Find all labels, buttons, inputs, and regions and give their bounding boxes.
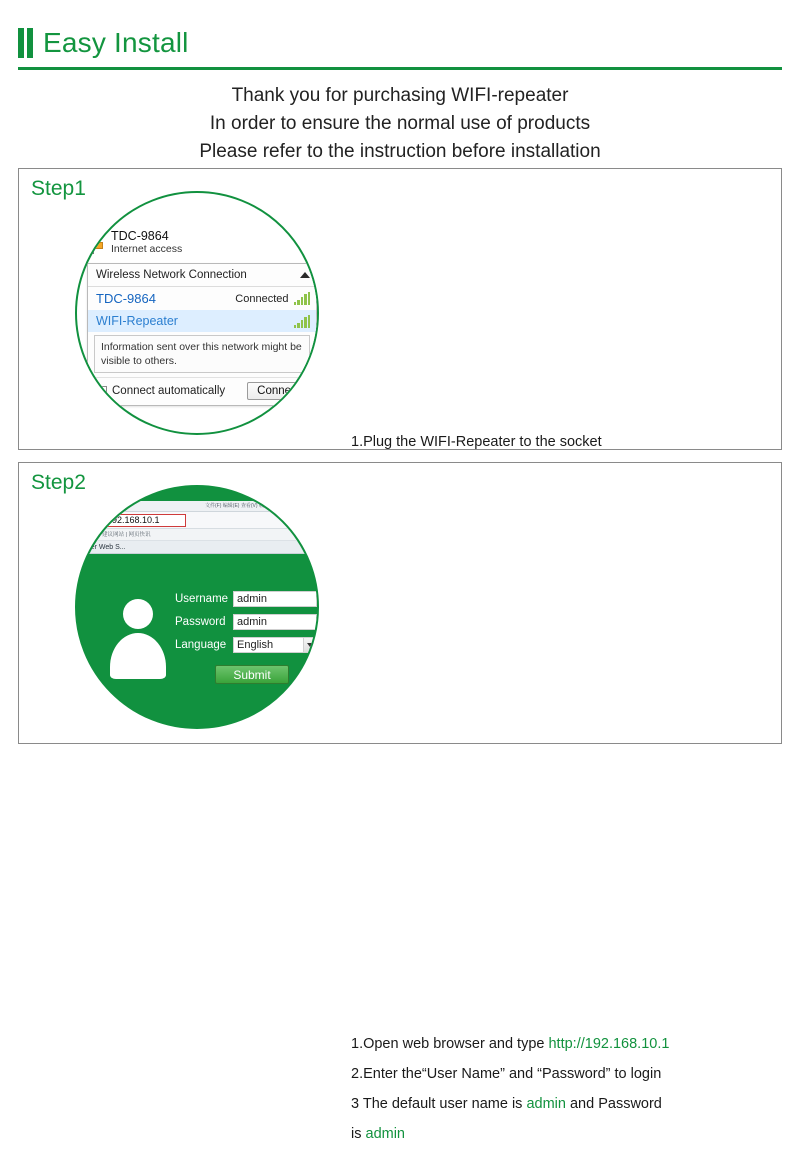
browser-favorites-bar: 收藏夹 | 建议网站 | 网页快讯	[77, 529, 319, 541]
step2-line3-part-b: and Password	[565, 1096, 662, 1112]
network-item-right	[235, 292, 310, 305]
network-item-name: WIFI-Repeater	[96, 314, 178, 328]
submit-button[interactable]: Submit	[215, 665, 289, 684]
step2-line1-part-a: 1.Open web browser and type	[351, 1036, 549, 1052]
step2-instruction-line-1	[351, 1029, 771, 1059]
connect-automatically-label: Connect automatically	[112, 385, 226, 397]
network-list-header[interactable]	[88, 264, 316, 287]
step2-label: Step2	[31, 471, 86, 494]
network-item-selected[interactable]	[88, 310, 316, 332]
language-select[interactable]	[233, 637, 317, 653]
wifi-signal-icon	[294, 315, 311, 328]
step2-illustration	[75, 485, 319, 729]
network-item-name: TDC-9864	[96, 291, 156, 306]
password-input[interactable]: admin	[233, 614, 317, 630]
language-label: Language	[175, 639, 227, 651]
username-row	[175, 591, 317, 607]
network-item-status: Connected	[235, 292, 289, 305]
network-list-panel	[87, 263, 317, 406]
wireless-network-popup	[87, 229, 317, 406]
browser-mock	[77, 501, 319, 554]
step2-instruction-line-4	[351, 1119, 771, 1149]
username-label: Username	[175, 593, 229, 605]
url-text: 192.168.10.1	[107, 515, 160, 525]
checkbox-box-icon	[96, 386, 107, 397]
page-title: Easy Install	[43, 27, 189, 58]
browser-menubar: 文件(F) 编辑(E) 查看(V) 收藏(A) 工具(T) 帮助(H)	[77, 501, 319, 512]
language-select-value: English	[237, 638, 274, 651]
chevron-down-icon[interactable]	[303, 638, 316, 652]
password-row	[175, 614, 317, 630]
connect-button[interactable]: Connect	[247, 382, 310, 400]
avatar	[107, 599, 169, 677]
browser-tab[interactable]: eater Web S...	[77, 541, 319, 554]
title-divider	[18, 67, 782, 70]
step2-panel	[18, 462, 782, 1142]
default-username-value: admin	[526, 1096, 566, 1112]
network-item-right	[294, 315, 311, 328]
flag-icon	[91, 241, 105, 254]
network-list-title: Wireless Network Connection	[96, 269, 247, 281]
chevron-up-icon[interactable]	[300, 272, 310, 278]
intro-block	[0, 82, 800, 166]
network-popup-footer	[88, 377, 316, 405]
router-url-link[interactable]: http://192.168.10.1	[548, 1036, 670, 1052]
url-input[interactable]	[94, 514, 186, 527]
network-security-note: Information sent over this network might be visible to others.	[94, 335, 310, 373]
step1-panel	[18, 168, 782, 450]
lock-icon	[98, 517, 104, 524]
intro-line-3: Please refer to the instruction before installation	[199, 141, 601, 162]
connect-automatically-checkbox[interactable]	[96, 385, 225, 397]
language-row	[175, 637, 317, 653]
intro-line-2: In order to ensure the normal use of products	[209, 113, 591, 134]
step2-line3-part-a: 3 The default user name is	[351, 1096, 527, 1112]
tray-ssid-status: Internet access	[111, 243, 183, 255]
default-password-value: admin	[365, 1126, 405, 1142]
step1-illustration	[75, 191, 319, 435]
title-accent-bars-icon	[18, 28, 33, 58]
step2-line4-part-a: is	[351, 1126, 366, 1142]
step1-label: Step1	[31, 177, 86, 200]
tray-network-summary	[87, 229, 317, 263]
network-item-connected[interactable]	[88, 287, 316, 310]
favorite-star-icon[interactable]	[79, 514, 92, 527]
browser-address-bar	[77, 512, 319, 529]
tray-ssid: TDC-9864	[111, 229, 169, 243]
step2-instructions	[351, 1029, 771, 1149]
step2-instruction-line-3	[351, 1089, 771, 1119]
step2-instruction-line-2: 2.Enter the“User Name” and “Password” to login	[351, 1066, 662, 1082]
username-input[interactable]: admin	[233, 591, 317, 607]
wifi-signal-icon	[294, 292, 311, 305]
step1-instruction-line-1: 1.Plug the WIFI-Repeater to the socket	[351, 434, 602, 450]
intro-line-1: Thank you for purchasing WIFI-repeater	[231, 85, 569, 106]
page-title-row	[18, 28, 782, 58]
password-label: Password	[175, 616, 226, 628]
router-login-form	[77, 569, 319, 729]
